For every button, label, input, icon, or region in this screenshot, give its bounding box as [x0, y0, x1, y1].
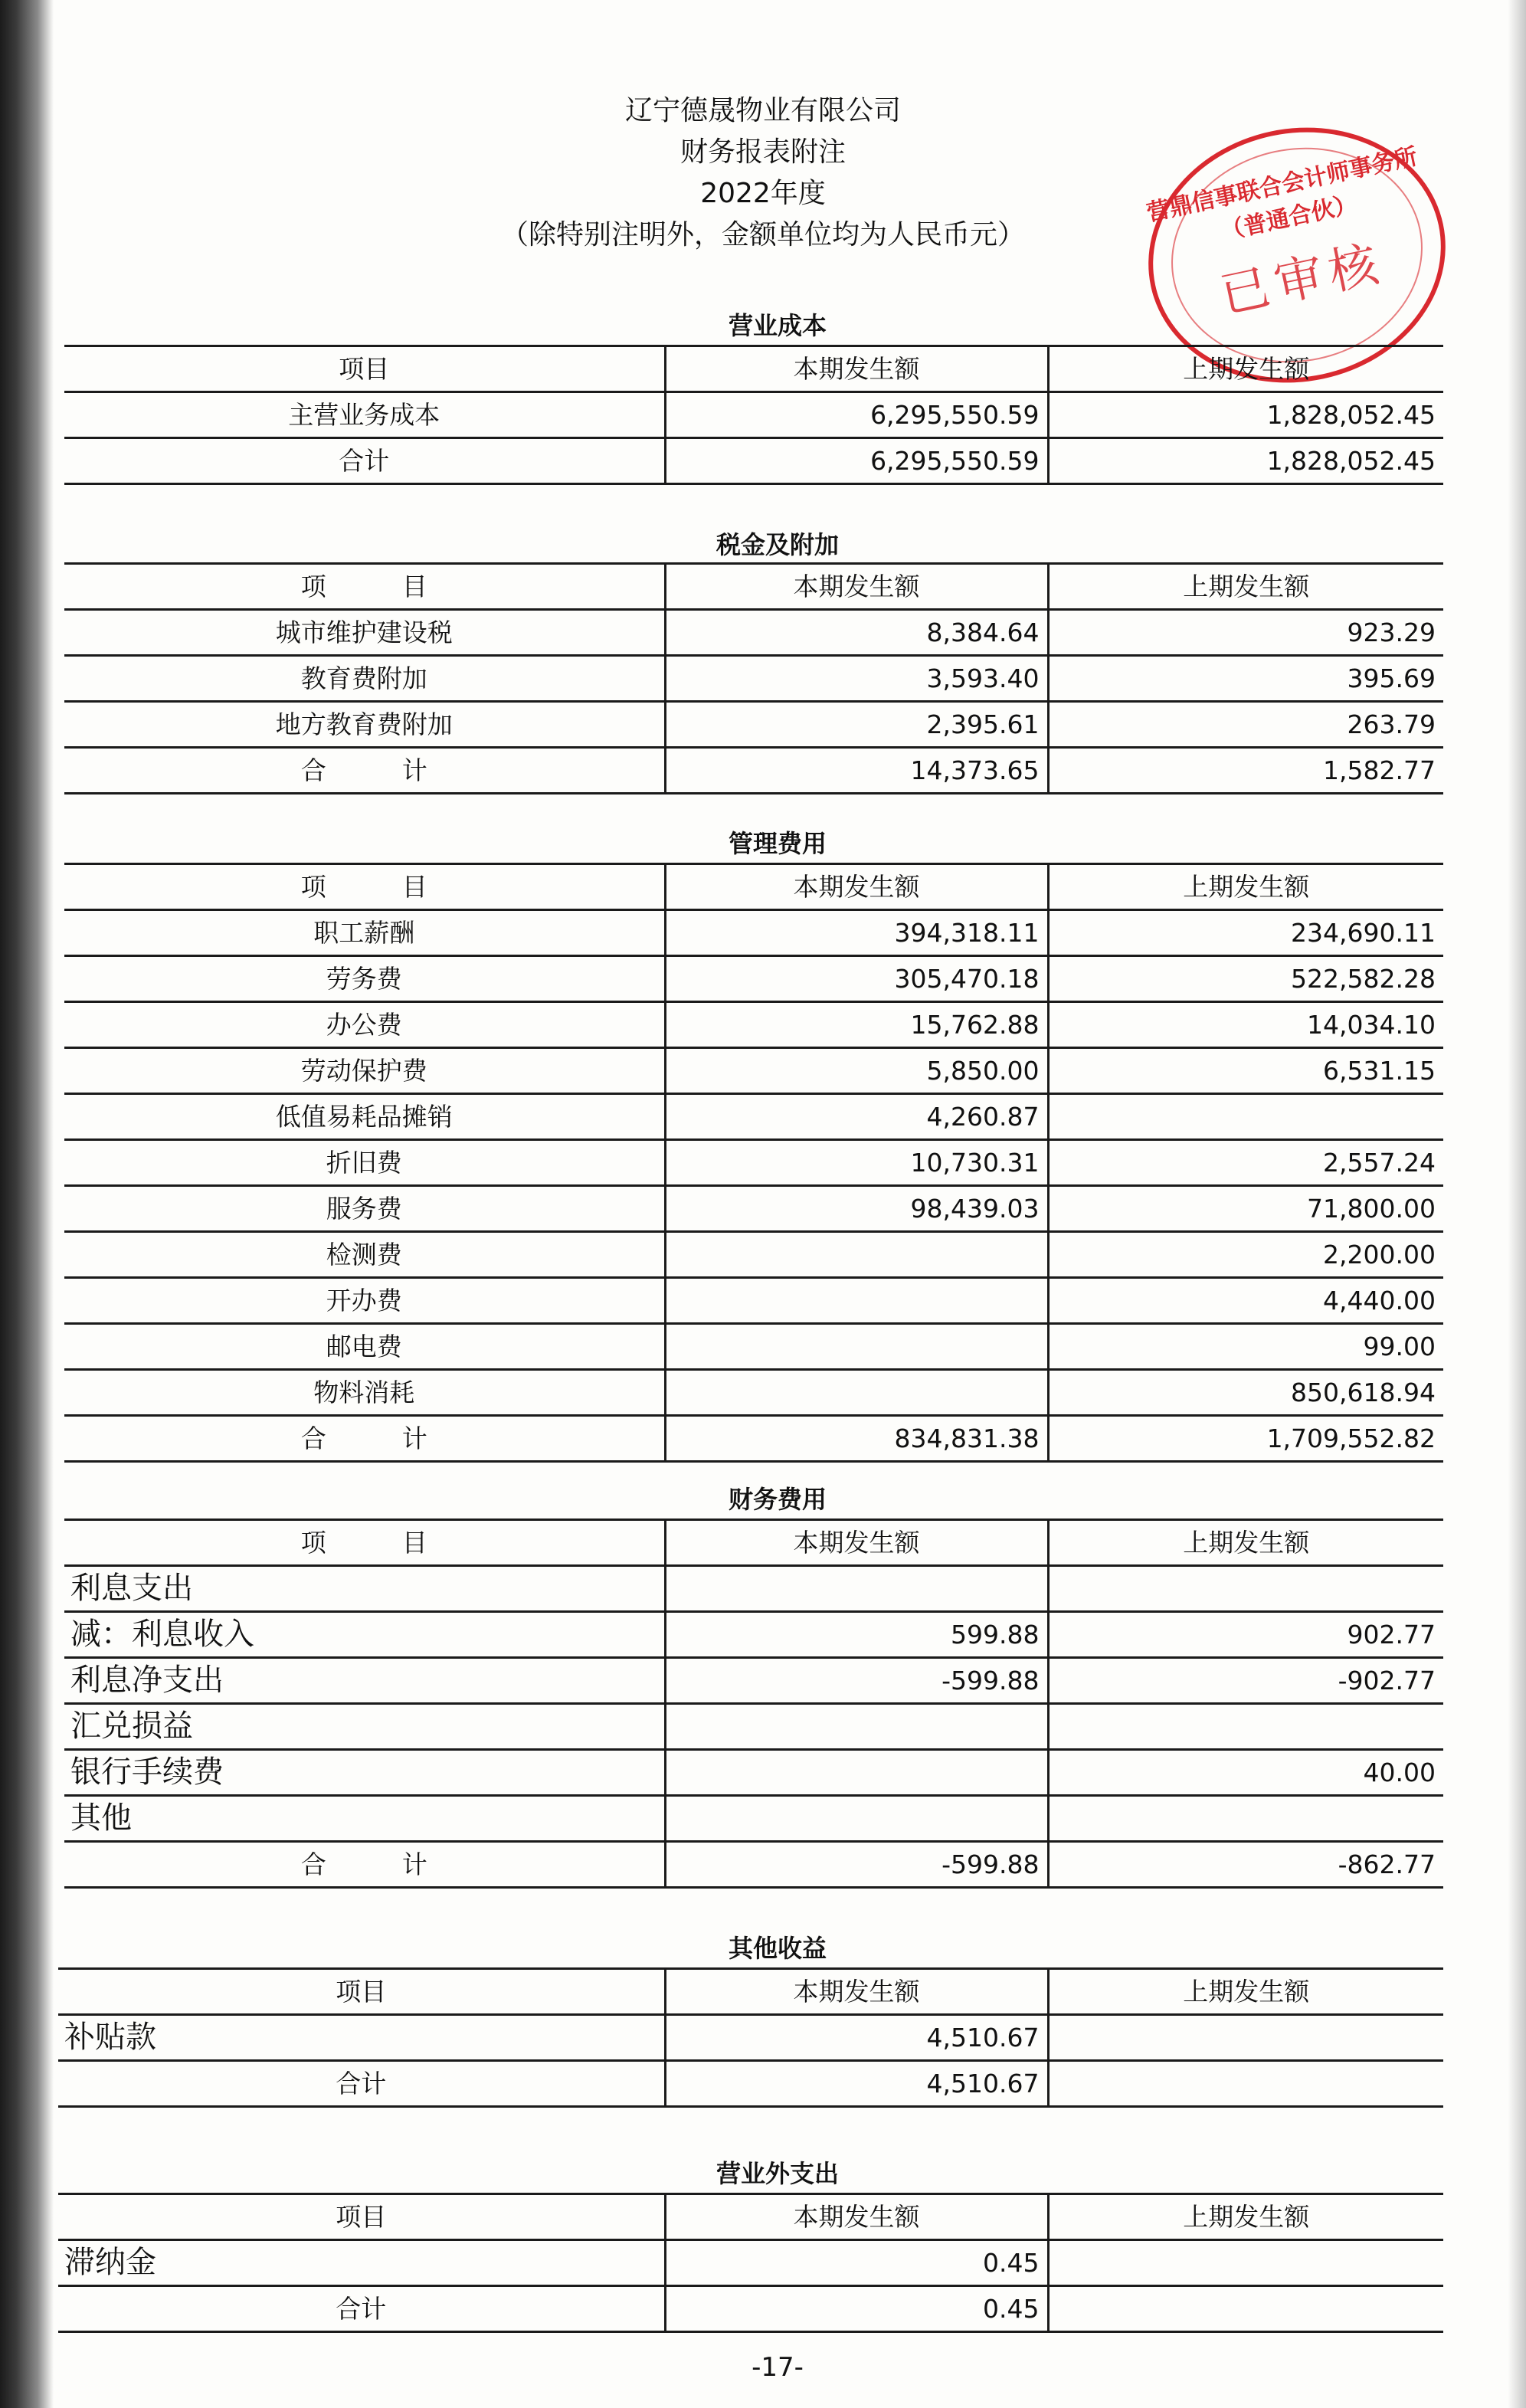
row-current: 8,384.64 — [665, 610, 1048, 656]
row-current — [665, 1796, 1048, 1842]
row-prior — [1048, 1796, 1443, 1842]
row-prior: 234,690.11 — [1048, 910, 1443, 956]
table-taxes — [64, 562, 1443, 794]
table-row — [64, 910, 1443, 956]
table-row — [64, 1612, 1443, 1658]
header-item: 项 目 — [64, 864, 665, 910]
table-row — [64, 1002, 1443, 1048]
row-item: 劳动保护费 — [64, 1048, 665, 1094]
row-current: 4,510.67 — [665, 2061, 1048, 2107]
row-current: 394,318.11 — [665, 910, 1048, 956]
table-row — [64, 392, 1443, 438]
row-current — [665, 1750, 1048, 1796]
row-current: 15,762.88 — [665, 1002, 1048, 1048]
table-row — [64, 956, 1443, 1002]
row-prior — [1048, 2015, 1443, 2061]
row-item: 地方教育费附加 — [64, 702, 665, 748]
row-item: 合计 — [64, 438, 665, 484]
section-title-admin-expenses: 管理费用 — [728, 829, 827, 858]
row-item: 利息支出 — [64, 1566, 665, 1612]
row-current: 98,439.03 — [665, 1186, 1048, 1232]
row-current — [665, 1324, 1048, 1370]
table-header-row — [58, 2194, 1443, 2240]
row-prior: -862.77 — [1048, 1842, 1443, 1888]
row-current: -599.88 — [665, 1658, 1048, 1704]
table-row — [64, 1658, 1443, 1704]
row-prior: 1,828,052.45 — [1048, 392, 1443, 438]
row-item: 劳务费 — [64, 956, 665, 1002]
section-title-other-income: 其他收益 — [728, 1934, 827, 1963]
row-current — [665, 1370, 1048, 1416]
row-item: 合计 — [58, 2061, 665, 2107]
table-row — [64, 1094, 1443, 1140]
row-current: 6,295,550.59 — [665, 392, 1048, 438]
row-prior: 6,531.15 — [1048, 1048, 1443, 1094]
header-prior: 上期发生额 — [1048, 864, 1443, 910]
row-prior: 850,618.94 — [1048, 1370, 1443, 1416]
row-prior — [1048, 2286, 1443, 2332]
header-prior: 上期发生额 — [1048, 2194, 1443, 2240]
table-non-operating-expenses — [58, 2193, 1443, 2333]
header-current: 本期发生额 — [665, 1520, 1048, 1566]
header-item: 项目 — [64, 346, 665, 392]
row-prior: 40.00 — [1048, 1750, 1443, 1796]
header-current: 本期发生额 — [665, 346, 1048, 392]
header-current: 本期发生额 — [665, 864, 1048, 910]
row-prior — [1048, 2240, 1443, 2286]
scan-shadow-right — [1508, 0, 1526, 2408]
row-prior: 522,582.28 — [1048, 956, 1443, 1002]
row-item: 汇兑损益 — [64, 1704, 665, 1750]
table-row — [64, 1140, 1443, 1186]
row-item: 主营业务成本 — [64, 392, 665, 438]
row-current: 5,850.00 — [665, 1048, 1048, 1094]
table-row-total — [64, 438, 1443, 484]
row-item: 减：利息收入 — [64, 1612, 665, 1658]
table-header-row — [64, 564, 1443, 610]
row-current: 10,730.31 — [665, 1140, 1048, 1186]
row-item: 折旧费 — [64, 1140, 665, 1186]
table-finance-expenses — [64, 1519, 1443, 1889]
row-prior: 1,709,552.82 — [1048, 1416, 1443, 1462]
header-prior: 上期发生额 — [1048, 346, 1443, 392]
table-row — [64, 1278, 1443, 1324]
document-title: 财务报表附注 — [679, 136, 846, 168]
row-current: 305,470.18 — [665, 956, 1048, 1002]
header-item: 项 目 — [64, 564, 665, 610]
row-current: 4,260.87 — [665, 1094, 1048, 1140]
report-year: 2022年度 — [700, 178, 826, 209]
row-current: 599.88 — [665, 1612, 1048, 1658]
table-row-total — [58, 2061, 1443, 2107]
table-header-row — [58, 1969, 1443, 2015]
row-prior: -902.77 — [1048, 1658, 1443, 1704]
table-row-total — [64, 1842, 1443, 1888]
table-row — [64, 702, 1443, 748]
header-current: 本期发生额 — [665, 1969, 1048, 2015]
header-current: 本期发生额 — [665, 2194, 1048, 2240]
auditor-seal-status: 已审核 — [1215, 234, 1390, 325]
row-item: 邮电费 — [64, 1324, 665, 1370]
row-item: 合计 — [58, 2286, 665, 2332]
table-admin-expenses — [64, 863, 1443, 1463]
row-item: 合 计 — [64, 1416, 665, 1462]
row-current — [665, 1232, 1048, 1278]
table-row-total — [64, 1416, 1443, 1462]
table-row — [64, 1370, 1443, 1416]
row-item: 教育费附加 — [64, 656, 665, 702]
row-current — [665, 1704, 1048, 1750]
row-item: 合 计 — [64, 748, 665, 794]
row-prior: 14,034.10 — [1048, 1002, 1443, 1048]
row-current — [665, 1278, 1048, 1324]
row-current: -599.88 — [665, 1842, 1048, 1888]
row-prior — [1048, 1566, 1443, 1612]
section-title-finance-expenses: 财务费用 — [728, 1485, 827, 1514]
header-item: 项 目 — [64, 1520, 665, 1566]
table-row — [58, 2015, 1443, 2061]
header-item: 项目 — [58, 1969, 665, 2015]
header-prior: 上期发生额 — [1048, 1520, 1443, 1566]
table-header-row — [64, 864, 1443, 910]
row-prior: 71,800.00 — [1048, 1186, 1443, 1232]
header-current: 本期发生额 — [665, 564, 1048, 610]
table-row — [64, 1048, 1443, 1094]
table-row — [64, 656, 1443, 702]
auditor-seal-text: 营鼎信事联合会计师事务所（普通合伙） — [1144, 143, 1420, 246]
row-item: 开办费 — [64, 1278, 665, 1324]
row-item: 利息净支出 — [64, 1658, 665, 1704]
table-row — [64, 1704, 1443, 1750]
table-row — [58, 2240, 1443, 2286]
row-current: 4,510.67 — [665, 2015, 1048, 2061]
table-row — [64, 1796, 1443, 1842]
row-prior: 1,582.77 — [1048, 748, 1443, 794]
table-row — [64, 1186, 1443, 1232]
row-prior — [1048, 2061, 1443, 2107]
row-current: 834,831.38 — [665, 1416, 1048, 1462]
row-item: 服务费 — [64, 1186, 665, 1232]
row-item: 低值易耗品摊销 — [64, 1094, 665, 1140]
row-item: 职工薪酬 — [64, 910, 665, 956]
table-row — [64, 1750, 1443, 1796]
row-prior: 1,828,052.45 — [1048, 438, 1443, 484]
table-row — [64, 1566, 1443, 1612]
header-prior: 上期发生额 — [1048, 1969, 1443, 2015]
table-header-row — [64, 1520, 1443, 1566]
row-item: 检测费 — [64, 1232, 665, 1278]
row-prior: 2,557.24 — [1048, 1140, 1443, 1186]
table-header-row — [64, 346, 1443, 392]
row-item: 其他 — [64, 1796, 665, 1842]
table-row — [64, 610, 1443, 656]
row-prior: 923.29 — [1048, 610, 1443, 656]
row-prior: 902.77 — [1048, 1612, 1443, 1658]
row-item: 滞纳金 — [58, 2240, 665, 2286]
row-prior: 263.79 — [1048, 702, 1443, 748]
row-prior: 395.69 — [1048, 656, 1443, 702]
header-item: 项目 — [58, 2194, 665, 2240]
table-row — [64, 1324, 1443, 1370]
row-prior — [1048, 1704, 1443, 1750]
row-item: 物料消耗 — [64, 1370, 665, 1416]
table-other-income — [58, 1967, 1443, 2108]
table-operating-cost — [64, 345, 1443, 485]
row-prior — [1048, 1094, 1443, 1140]
row-current — [665, 1566, 1048, 1612]
row-item: 城市维护建设税 — [64, 610, 665, 656]
company-name: 辽宁德晟物业有限公司 — [624, 95, 901, 126]
section-title-operating-cost: 营业成本 — [728, 311, 827, 340]
row-item: 办公费 — [64, 1002, 665, 1048]
row-item: 银行手续费 — [64, 1750, 665, 1796]
row-current: 14,373.65 — [665, 748, 1048, 794]
row-current: 6,295,550.59 — [665, 438, 1048, 484]
row-prior: 4,440.00 — [1048, 1278, 1443, 1324]
row-current: 2,395.61 — [665, 702, 1048, 748]
table-row-total — [64, 748, 1443, 794]
row-item: 合 计 — [64, 1842, 665, 1888]
table-row-total — [58, 2286, 1443, 2332]
row-item: 补贴款 — [58, 2015, 665, 2061]
row-prior: 99.00 — [1048, 1324, 1443, 1370]
section-title-taxes: 税金及附加 — [716, 530, 839, 559]
row-current: 0.45 — [665, 2286, 1048, 2332]
section-title-non-operating-expenses: 营业外支出 — [716, 2159, 839, 2188]
scan-shadow-left — [0, 0, 54, 2408]
page-number: -17- — [752, 2352, 804, 2383]
row-prior: 2,200.00 — [1048, 1232, 1443, 1278]
row-current: 3,593.40 — [665, 656, 1048, 702]
row-current: 0.45 — [665, 2240, 1048, 2286]
table-row — [64, 1232, 1443, 1278]
header-prior: 上期发生额 — [1048, 564, 1443, 610]
currency-note: （除特别注明外，金额单位均为人民币元） — [500, 219, 1025, 251]
